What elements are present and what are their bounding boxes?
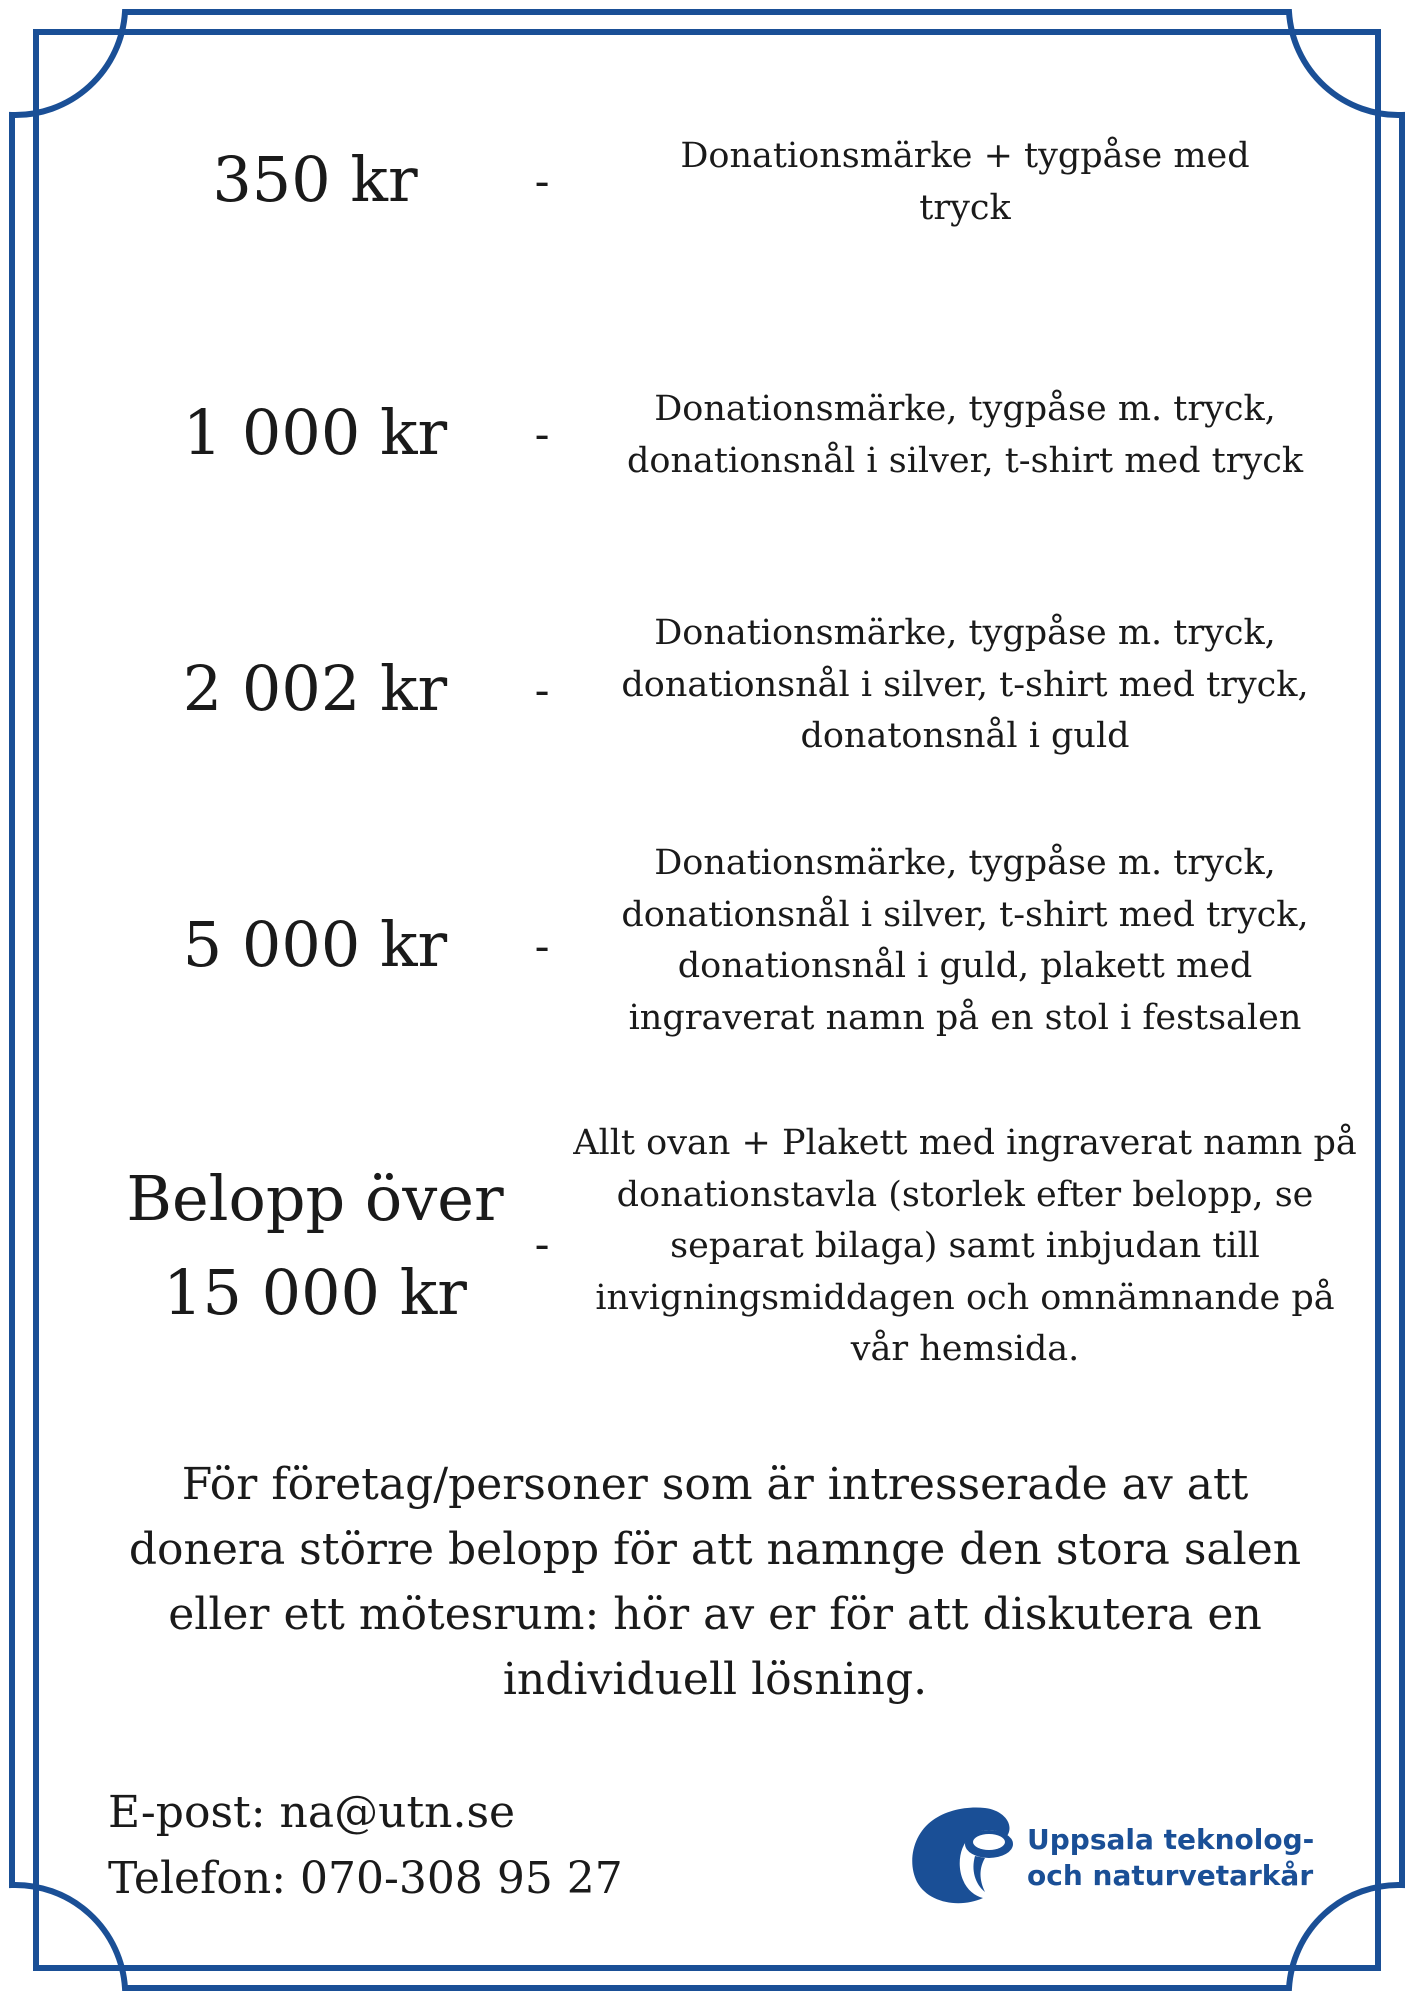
contact-phone: Telefon: 070-308 95 27 bbox=[108, 1853, 623, 1904]
tier-dash: - bbox=[534, 409, 550, 460]
tier-amount: 350 kr bbox=[212, 143, 418, 216]
tier-dash: - bbox=[534, 921, 550, 972]
closing-paragraph bbox=[90, 1452, 1340, 1712]
description-line: Donationsmärke, tygpåse m. tryck, bbox=[654, 613, 1276, 653]
tier-description bbox=[560, 838, 1370, 1044]
amount-line: 15 000 kr bbox=[163, 1256, 467, 1329]
description-line: ingraverat namn på en stol i festsalen bbox=[628, 997, 1302, 1038]
closing-line: För företag/personer som är intresserade av att bbox=[181, 1459, 1249, 1510]
description-line: tryck bbox=[919, 187, 1011, 228]
description-line: Donationsmärke, tygpåse m. tryck, bbox=[654, 843, 1276, 883]
tier-amount: 5 000 kr bbox=[182, 908, 448, 981]
tier-amount: 1 000 kr bbox=[182, 396, 448, 469]
description-line: Donationsmärke, tygpåse m. tryck, bbox=[654, 389, 1276, 429]
closing-line: eller ett mötesrum: hör av er för att diskutera en bbox=[168, 1589, 1262, 1640]
tier-dash: - bbox=[534, 1219, 550, 1270]
tier-amount bbox=[110, 1152, 520, 1340]
description-line: vår hemsida. bbox=[850, 1329, 1080, 1369]
description-line: separat bilaga) samt inbjudan till bbox=[670, 1226, 1260, 1266]
contact-info bbox=[108, 1780, 623, 1912]
logo-wordmark bbox=[1027, 1822, 1314, 1894]
utn-logo bbox=[905, 1800, 1325, 1910]
amount-line: Belopp över bbox=[126, 1162, 504, 1235]
logo-line: Uppsala teknolog- bbox=[1027, 1823, 1315, 1856]
tier-description bbox=[560, 1118, 1370, 1376]
description-line: invigningsmiddagen och omnämnande på bbox=[595, 1277, 1335, 1318]
description-line: donationstavla (storlek efter belopp, se bbox=[616, 1174, 1314, 1215]
tier-dash: - bbox=[534, 156, 550, 207]
description-line: donationsnål i guld, plakett med bbox=[677, 946, 1253, 986]
description-line: donationsnål i silver, t-shirt med tryck bbox=[626, 440, 1304, 481]
tier-dash: - bbox=[534, 665, 550, 716]
description-line: donationsnål i silver, t-shirt med tryck, bbox=[621, 894, 1309, 935]
closing-line: donera större belopp för att namnge den stora salen bbox=[128, 1524, 1302, 1575]
logo-line: och naturvetarkår bbox=[1027, 1859, 1314, 1892]
tier-description bbox=[560, 608, 1370, 763]
description-line: donationsnål i silver, t-shirt med tryck, bbox=[621, 664, 1309, 705]
contact-email: E-post: na@utn.se bbox=[108, 1787, 516, 1838]
tier-description bbox=[560, 131, 1370, 234]
utn-logo-icon bbox=[905, 1800, 1020, 1910]
tier-description bbox=[560, 384, 1370, 487]
description-line: donatonsnål i guld bbox=[800, 716, 1130, 756]
tier-amount: 2 002 kr bbox=[182, 652, 448, 725]
description-line: Donationsmärke + tygpåse med bbox=[680, 136, 1250, 176]
description-line: Allt ovan + Plakett med ingraverat namn på bbox=[573, 1123, 1357, 1163]
closing-line: individuell lösning. bbox=[502, 1654, 928, 1705]
